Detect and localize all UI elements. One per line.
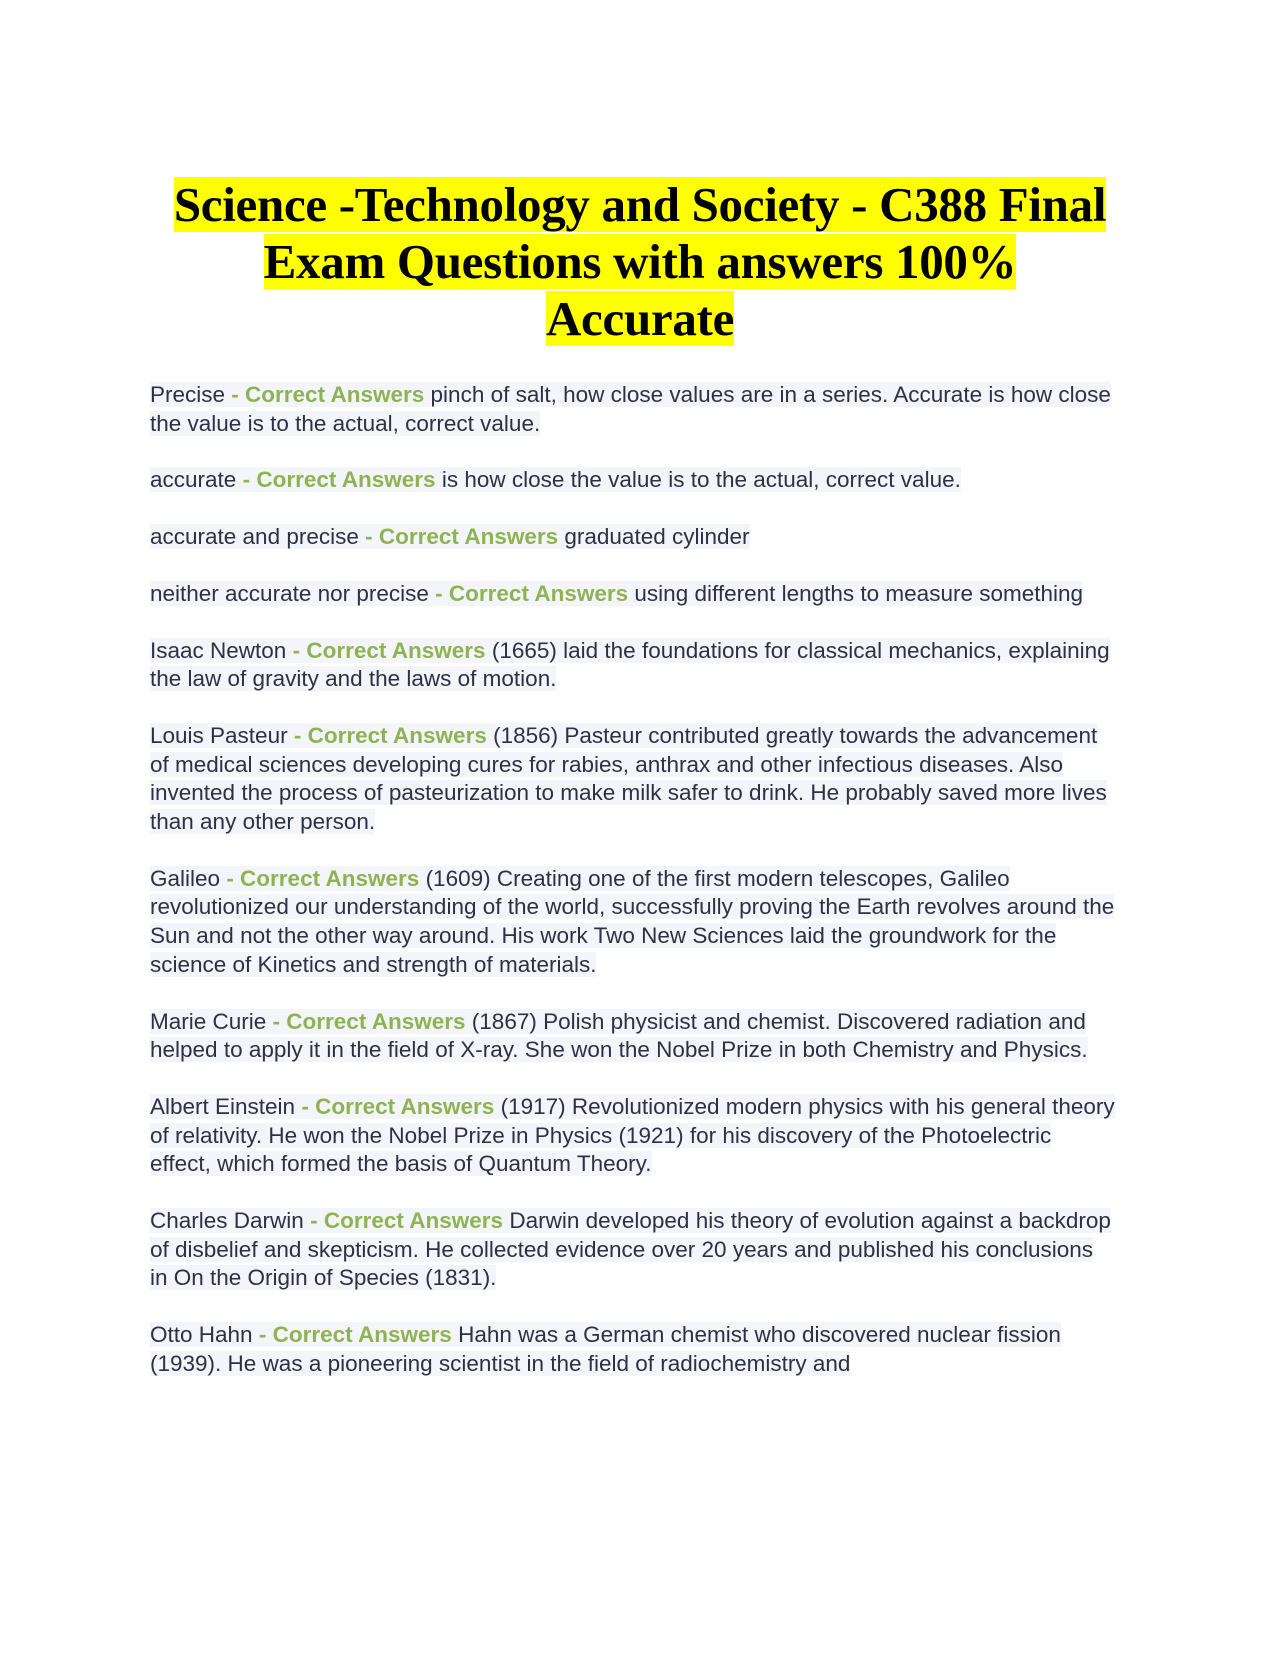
- qa-answer: pinch of salt, how close values are in a series. Accurate is how close the value is to the actual, correct value.: [150, 382, 1111, 436]
- qa-answer: (1609) Creating one of the first modern telescopes, Galileo revolutionized our understanding of the world, successfully proving the Earth revolves around the Sun and not the other way around. His work Two New Sciences laid the groundwork for the science of Kinetics and strength of materials.: [150, 865, 1115, 977]
- correct-answers-label: - Correct Answers: [435, 580, 629, 606]
- correct-answers-label: - Correct Answers: [292, 637, 486, 663]
- correct-answers-label: - Correct Answers: [272, 1008, 466, 1034]
- correct-answers-label: - Correct Answers: [231, 382, 425, 407]
- qa-term: Charles Darwin: [150, 1208, 304, 1234]
- correct-answers-label: - Correct Answers: [242, 467, 436, 493]
- page-title: [140, 176, 1140, 347]
- qa-list: [150, 381, 1115, 1407]
- correct-answers-label: - Correct Answers: [301, 1093, 495, 1119]
- qa-answer: Darwin developed his theory of evolution against a backdrop of disbelief and skepticism. He collected evidence over 20 years and published his conclusions in On the Origin of Species (1831).: [150, 1208, 1111, 1291]
- qa-answer: (1867) Polish physicist and chemist. Discovered radiation and helped to apply it in the field of X-ray. She won the Nobel Prize in both Chemistry and Physics.: [150, 1008, 1088, 1063]
- qa-item: [150, 1008, 1115, 1065]
- qa-item: [150, 1207, 1115, 1293]
- correct-answers-label: - Correct Answers: [258, 1322, 452, 1348]
- qa-item: [150, 580, 1115, 609]
- qa-term: accurate: [150, 467, 237, 493]
- qa-item: [150, 637, 1115, 694]
- correct-answers-label: - Correct Answers: [226, 865, 420, 891]
- qa-term: neither accurate nor precise: [150, 580, 429, 606]
- qa-term: Louis Pasteur: [150, 722, 288, 748]
- qa-item: [150, 865, 1115, 980]
- qa-term: Albert Einstein: [150, 1093, 296, 1119]
- qa-answer: graduated cylinder: [564, 524, 750, 550]
- correct-answers-label: - Correct Answers: [310, 1208, 504, 1234]
- qa-answer: (1665) laid the foundations for classical mechanics, explaining the law of gravity and the laws of motion.: [150, 637, 1110, 692]
- qa-term: accurate and precise: [150, 524, 359, 550]
- title-line-3: Accurate: [545, 291, 735, 346]
- qa-answer: (1856) Pasteur contributed greatly towards the advancement of medical sciences developing cures for rabies, anthrax and other infectious diseases. Also invented the process of pasteurization to make milk safer to drink. He probably saved more lives than any other person.: [150, 722, 1107, 835]
- qa-term: Precise: [150, 382, 226, 407]
- qa-term: Galileo: [150, 865, 221, 891]
- qa-term: Marie Curie: [150, 1008, 267, 1034]
- qa-item: [150, 523, 1115, 552]
- qa-item: [150, 722, 1115, 837]
- correct-answers-label: - Correct Answers: [365, 524, 559, 550]
- qa-term: Isaac Newton: [150, 637, 287, 663]
- qa-item: [150, 1321, 1115, 1378]
- title-line-2: Exam Questions with answers 100%: [263, 234, 1017, 289]
- qa-answer: using different lengths to measure something: [634, 580, 1084, 606]
- qa-answer: Hahn was a German chemist who discovered nuclear fission (1939). He was a pioneering scientist in the field of radiochemistry and: [150, 1322, 1061, 1376]
- qa-item: [150, 466, 1115, 495]
- qa-term: Otto Hahn: [150, 1322, 253, 1348]
- qa-item: [150, 1093, 1115, 1179]
- title-line-1: Science -Technology and Society - C388 Final: [173, 177, 1107, 232]
- qa-item: [150, 381, 1115, 438]
- qa-answer: is how close the value is to the actual, correct value.: [441, 467, 961, 493]
- correct-answers-label: - Correct Answers: [293, 722, 487, 748]
- qa-answer: (1917) Revolutionized modern physics with his general theory of relativity. He won the Nobel Prize in Physics (1921) for his discovery of the Photoelectric effect, which formed the basis of Quantum Theory.: [150, 1093, 1115, 1177]
